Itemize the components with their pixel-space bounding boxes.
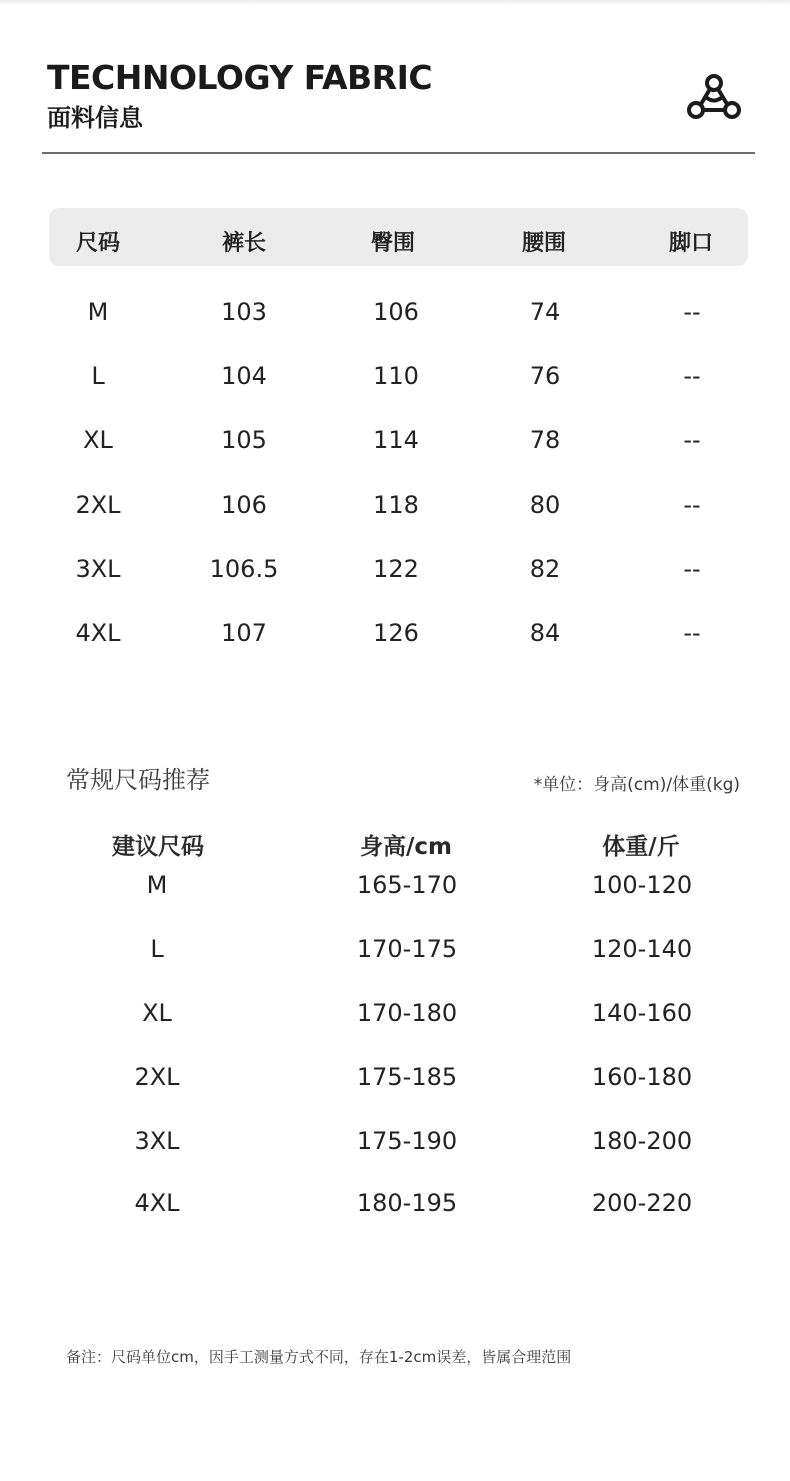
cell-hem: -- bbox=[683, 362, 701, 390]
column-header-size: 尺码 bbox=[75, 231, 121, 256]
column-header-hem: 脚口 bbox=[668, 231, 714, 256]
cell-size: L bbox=[91, 362, 105, 390]
cell-height: 175-190 bbox=[356, 1127, 458, 1155]
column-header-height: 身高/cm bbox=[360, 834, 452, 860]
column-header-waist: 腰围 bbox=[521, 231, 567, 256]
cell-waist: 78 bbox=[529, 426, 561, 454]
cell-hip: 126 bbox=[373, 619, 419, 647]
cell-hip: 122 bbox=[373, 555, 419, 583]
cell-size: XL bbox=[83, 426, 113, 454]
cell-size: L bbox=[150, 935, 164, 963]
cell-height: 175-185 bbox=[356, 1063, 458, 1091]
cell-length: 105 bbox=[221, 426, 267, 454]
cell-size: 2XL bbox=[134, 1063, 180, 1091]
cell-height: 170-175 bbox=[356, 935, 458, 963]
column-header-weight: 体重/斤 bbox=[602, 834, 680, 860]
cell-size: M bbox=[87, 298, 109, 326]
cell-hip: 106 bbox=[373, 298, 419, 326]
cell-waist: 84 bbox=[529, 619, 561, 647]
cell-waist: 76 bbox=[529, 362, 561, 390]
cell-waist: 80 bbox=[529, 491, 561, 519]
cell-height: 180-195 bbox=[356, 1189, 458, 1217]
cell-hem: -- bbox=[683, 298, 701, 326]
unit-note: *单位：身高(cm)/体重(kg) bbox=[533, 775, 740, 795]
cell-weight: 140-160 bbox=[591, 999, 693, 1027]
cell-size: 2XL bbox=[75, 491, 121, 519]
table-row bbox=[0, 999, 790, 1039]
footer-note: 备注：尺码单位cm，因手工测量方式不同，存在1-2cm误差，皆属合理范围 bbox=[66, 1348, 572, 1366]
cell-size: 4XL bbox=[134, 1189, 180, 1217]
cell-weight: 100-120 bbox=[591, 871, 693, 899]
size-table-header bbox=[49, 208, 748, 266]
cell-size: 3XL bbox=[75, 555, 121, 583]
table-row bbox=[0, 491, 790, 531]
table-row bbox=[0, 1189, 790, 1229]
cell-weight: 200-220 bbox=[591, 1189, 693, 1217]
table-row bbox=[0, 1063, 790, 1103]
cell-hip: 114 bbox=[373, 426, 419, 454]
cell-hem: -- bbox=[683, 426, 701, 454]
cell-size: 3XL bbox=[134, 1127, 180, 1155]
cell-hem: -- bbox=[683, 555, 701, 583]
cell-length: 107 bbox=[221, 619, 267, 647]
table-row bbox=[0, 426, 790, 466]
page-title: TECHNOLOGY FABRIC bbox=[47, 58, 433, 97]
cell-weight: 120-140 bbox=[591, 935, 693, 963]
table-row bbox=[0, 298, 790, 338]
recommendation-title: 常规尺码推荐 bbox=[66, 766, 210, 794]
cell-height: 170-180 bbox=[356, 999, 458, 1027]
cell-length: 106.5 bbox=[209, 555, 279, 583]
cell-waist: 74 bbox=[529, 298, 561, 326]
cell-size: 4XL bbox=[75, 619, 121, 647]
cell-height: 165-170 bbox=[356, 871, 458, 899]
cell-size: XL bbox=[142, 999, 172, 1027]
table-row bbox=[0, 619, 790, 659]
cell-length: 104 bbox=[221, 362, 267, 390]
table-row bbox=[0, 935, 790, 975]
table-row bbox=[0, 1127, 790, 1167]
cell-weight: 180-200 bbox=[591, 1127, 693, 1155]
cell-hem: -- bbox=[683, 619, 701, 647]
cell-length: 106 bbox=[221, 491, 267, 519]
three-node-link-icon bbox=[686, 72, 742, 122]
table-row bbox=[0, 362, 790, 402]
cell-waist: 82 bbox=[529, 555, 561, 583]
top-shade bbox=[0, 0, 790, 6]
table-row bbox=[0, 871, 790, 911]
column-header-suggested-size: 建议尺码 bbox=[112, 834, 204, 860]
column-header-length: 裤长 bbox=[221, 231, 267, 256]
cell-length: 103 bbox=[221, 298, 267, 326]
cell-hem: -- bbox=[683, 491, 701, 519]
cell-hip: 118 bbox=[373, 491, 419, 519]
cell-weight: 160-180 bbox=[591, 1063, 693, 1091]
cell-hip: 110 bbox=[373, 362, 419, 390]
page-subtitle: 面料信息 bbox=[47, 104, 143, 132]
header-divider bbox=[42, 152, 755, 154]
table-row bbox=[0, 555, 790, 595]
cell-size: M bbox=[146, 871, 168, 899]
recommendation-header bbox=[0, 828, 790, 860]
column-header-hip: 臀围 bbox=[370, 231, 416, 256]
